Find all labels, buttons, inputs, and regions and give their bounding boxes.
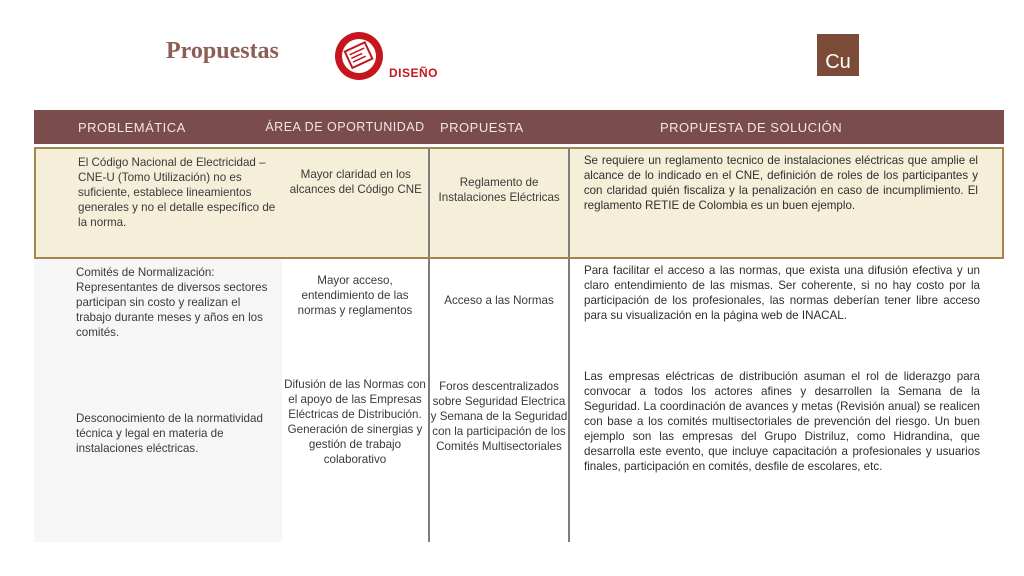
table-header	[34, 110, 1004, 144]
proposals-table	[34, 110, 1004, 542]
cell-area: Difusión de las Normas con el apoyo de las Empresas Eléctricas de Distribución. Generación de sinergias y gestión de trabajo colaborativo	[282, 365, 430, 542]
cu-badge: Cu	[817, 34, 859, 76]
cell-problematica: El Código Nacional de Electricidad – CNE-U (Tomo Utilización) no es suficiente, establece lineamientos generales y no el detalle específico de la norma.	[78, 156, 276, 229]
table-row	[34, 259, 1004, 365]
cell-solucion: Se requiere un reglamento tecnico de instalaciones eléctricas que amplie el alcance de lo indicado en el CNE, definición de roles de los participantes y con claridad quién fiscaliza y la penalización en caso de incumplimiento. El reglamento RETIE de Colombia es un buen ejemplo.	[583, 154, 979, 212]
column-header-solucion: PROPUESTA DE SOLUCIÓN	[660, 119, 843, 135]
cell-area: Mayor acceso, entendimiento de las normas y reglamentos	[282, 259, 430, 365]
cell-problematica: Desconocimiento de la normatividad técnica y legal en materia de instalaciones eléctricas.	[34, 365, 282, 542]
cell-problematica: Comités de Normalización: Representantes de diversos sectores participan sin costo y realizan el trabajo durante meses y años en los comités.	[34, 259, 282, 365]
page-title: Propuestas	[166, 38, 279, 64]
table-row	[34, 365, 1004, 542]
cell-propuesta: Reglamento de Instalaciones Eléctricas	[430, 149, 569, 257]
cell-propuesta: Acceso a las Normas	[430, 259, 570, 365]
cell-solucion: Las empresas eléctricas de distribución asuman el rol de liderazgo para convocar a todos los actores afines y desarrollen la Semana de la Seguridad. La coordinación de avances y metas (Revisión anual) se realicen con base a los comités multisectoriales de prevención del riesgo. Un buen ejemplo son las empresas del Grupo Distriluz, como Hidrandina, que desarrolla este evento, que incluye capacitación a profesionales y usuarios finales, participación en comités, desfile de escolares, etc.	[584, 370, 980, 473]
column-header-problematica: PROBLEMÁTICA	[78, 119, 186, 135]
logo-text: DISEÑO	[389, 66, 439, 80]
cell-solucion: Para facilitar el acceso a las normas, que exista una difusión efectiva y un claro entendimiento de las mismas. Ser coherente, si no hay costo por la participación de los profesionales, las normas deberían tener libre acceso para su visualización en la página web de INACAL.	[584, 264, 980, 322]
design-logo	[333, 30, 443, 82]
cell-propuesta: Foros descentralizados sobre Seguridad Electrica y Semana de la Seguridad con la participación de los Comités Multisectoriales	[430, 365, 570, 542]
cell-area: Mayor claridad en los alcances del Código CNE	[283, 149, 430, 257]
table-row	[34, 147, 1004, 259]
column-header-area: ÁREA DE OPORTUNIDAD	[265, 119, 425, 134]
design-logo-icon	[333, 30, 389, 82]
column-header-propuesta: PROPUESTA	[440, 119, 524, 135]
